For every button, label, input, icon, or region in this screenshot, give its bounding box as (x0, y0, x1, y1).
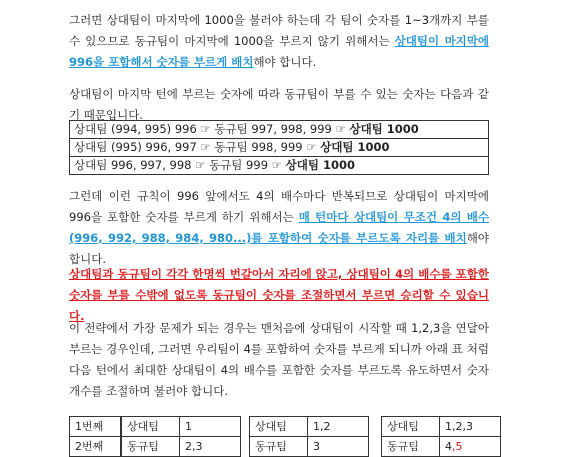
cell-text: 상대팀 996, 997, 998 ☞ 동규팀 999 ☞ (74, 158, 286, 172)
paragraph-intro (69, 10, 489, 73)
table-cell (70, 157, 489, 175)
cell-bold-text: 상대팀 1000 (349, 122, 419, 136)
cell-text: 상대팀 (995) 996, 997 ☞ 동규팀 998, 999 ☞ (74, 140, 321, 154)
table-cell: 동규팀 (382, 437, 440, 457)
cell-bold-text: 상대팀 1000 (285, 158, 355, 172)
paragraph-intro-suffix: 해야 합니다. (253, 55, 317, 69)
table-row (70, 437, 121, 457)
table-row (122, 417, 241, 437)
cell-text: 4 (445, 440, 452, 453)
table-cell: 동규팀 (122, 437, 180, 457)
table-cell (70, 139, 489, 157)
mini-table-turn (69, 416, 121, 457)
highlight-996: 상대팀이 마지막에 996을 포함해서 숫자를 부르게 배치 (69, 34, 490, 69)
table-cell: 상대팀 (250, 417, 308, 437)
table-row (70, 417, 121, 437)
table-cell (440, 437, 501, 457)
mini-table-case-2 (249, 416, 369, 457)
paragraph-reason-text: 상대팀이 마지막 턴에 부르는 숫자에 따라 동규팀이 부를 수 있는 숫자는 다음과 같기 때문입니다. (69, 87, 489, 122)
table-cell: 2,3 (180, 437, 241, 457)
table-row (122, 437, 241, 457)
cell-red-text: ,5 (452, 440, 463, 453)
table-row (250, 437, 369, 457)
table-cell: 2번째 (70, 437, 121, 457)
table-row (250, 417, 369, 437)
table-row (70, 121, 489, 139)
table-row (70, 157, 489, 175)
table-cell: 1,2,3 (440, 417, 501, 437)
paragraph-problem (69, 318, 489, 402)
table-row (382, 417, 501, 437)
table-cell: 상대팀 (122, 417, 180, 437)
table-cell: 동규팀 (250, 437, 308, 457)
strategy-red-text: 상대팀과 동규팀이 각각 한명씩 번갈아서 자리에 앉고, 상대팀이 4의 배수를 포함한 숫자를 부를 수밖에 없도록 동규팀이 숫자를 조절하면서 부르면 승리할 수 있습니다. (69, 267, 489, 323)
table-row (382, 437, 501, 457)
table-cell: 1번째 (70, 417, 121, 437)
mini-table-case-3 (381, 416, 501, 457)
paragraph-rule-text: 그런데 이런 규칙이 996 앞에서도 4의 배수마다 반복되므로 상대팀이 마지막에 996을 포함한 숫자를 부르게 하기 위해서는 (69, 189, 489, 224)
sequence-table (69, 120, 489, 175)
paragraph-problem-text: 이 전략에서 가장 문제가 되는 경우는 맨처음에 상대팀이 시작할 때 1,2,3을 연달아 부르는 경우인데, 그러면 우리팀이 4를 포함하여 숫자를 부르게 되니까 아래 표 처럼 다음 턴에서 최대한 상대팀이 4의 배수를 포함한 숫자를 부르도록 유도하면서 숫자 개수를 조절하며 불러야 합니다. (69, 321, 489, 398)
table-cell: 1 (180, 417, 241, 437)
table-cell (70, 121, 489, 139)
table-row (70, 139, 489, 157)
highlight-multiples-of-4: 매 턴마다 상대팀이 무조건 4의 배수(996, 992, 988, 984, 980...)를 포함하여 숫자를 부르도록 자리를 배치 (69, 210, 489, 245)
paragraph-intro-text: 그러면 상대팀이 마지막에 1000을 불러야 하는데 각 팀이 숫자를 1~3개까지 부를 수 있으므로 동규팀이 마지막에 1000을 부르지 않기 위해서는 (69, 13, 489, 48)
table-cell: 1,2 (308, 417, 369, 437)
mini-table-case-1 (121, 416, 241, 457)
paragraph-rule (69, 186, 489, 270)
cell-text: 상대팀 (994, 995) 996 ☞ 동규팀 997, 998, 999 ☞ (74, 122, 350, 136)
paragraph-rule-suffix: 해야 합니다. (69, 231, 489, 266)
table-cell: 3 (308, 437, 369, 457)
table-cell: 상대팀 (382, 417, 440, 437)
cell-bold-text: 상대팀 1000 (320, 140, 390, 154)
